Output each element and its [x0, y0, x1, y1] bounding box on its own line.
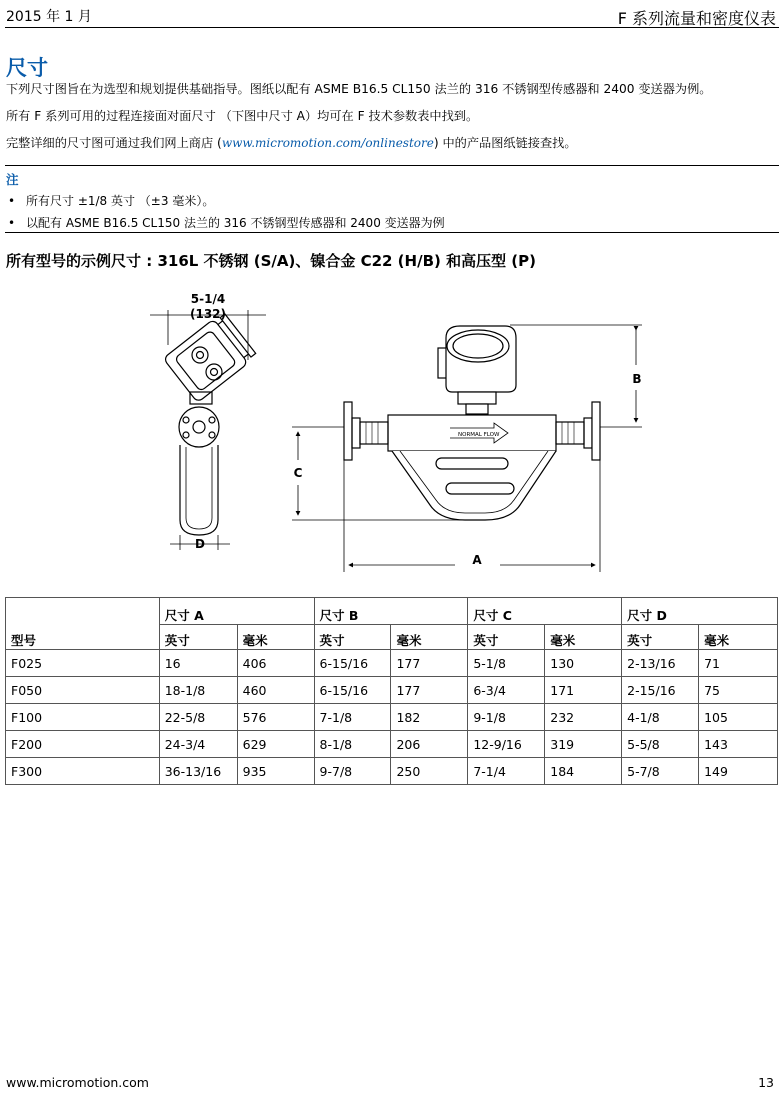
cell: 6-15/16: [314, 677, 391, 704]
cell: 2-13/16: [622, 650, 699, 677]
unit-header: 英寸: [622, 625, 699, 650]
note-item-text: 以配有 ASME B16.5 CL150 法兰的 316 不锈钢型传感器和 2400 变送器为例: [26, 216, 445, 230]
cell-model: F050: [6, 677, 160, 704]
label-c: C: [293, 466, 303, 480]
group-header-d: 尺寸 D: [622, 598, 778, 625]
intro-line-3: [6, 134, 577, 151]
cell: 6-3/4: [468, 677, 545, 704]
dim-top-mm: (132): [189, 307, 227, 321]
cell: 22-5/8: [159, 704, 237, 731]
cell: 629: [237, 731, 314, 758]
cell: 71: [699, 650, 778, 677]
unit-header: 英寸: [314, 625, 391, 650]
cell: 16: [159, 650, 237, 677]
cell: 149: [699, 758, 778, 785]
table-row: [6, 758, 778, 785]
cell: 460: [237, 677, 314, 704]
group-header-c: 尺寸 C: [468, 598, 622, 625]
footer-website[interactable]: www.micromotion.com: [6, 1075, 149, 1090]
cell-model: F100: [6, 704, 160, 731]
intro-line-2: 所有 F 系列可用的过程连接面对面尺寸 （下图中尺寸 A）均可在 F 技术参数表中找到。: [6, 109, 479, 123]
cell: 184: [545, 758, 622, 785]
table-row: [6, 650, 778, 677]
cell: 8-1/8: [314, 731, 391, 758]
unit-header: 毫米: [699, 625, 778, 650]
label-a: A: [472, 553, 482, 567]
cell: 130: [545, 650, 622, 677]
dim-top-inches: 5-1/4: [190, 292, 226, 306]
unit-header: 毫米: [391, 625, 468, 650]
cell: 206: [391, 731, 468, 758]
cell: 406: [237, 650, 314, 677]
header-rule: [5, 27, 779, 28]
figure-title: 所有型号的示例尺寸 : 316L 不锈钢 (S/A)、镍合金 C22 (H/B) 和高压型 (P): [6, 252, 537, 270]
model-header: 型号: [6, 598, 160, 650]
onlinestore-link[interactable]: www.micromotion.com/onlinestore: [221, 136, 434, 150]
page-number: 13: [758, 1075, 774, 1090]
cell: 182: [391, 704, 468, 731]
cell: 5-1/8: [468, 650, 545, 677]
table-row: [6, 731, 778, 758]
cell-model: F025: [6, 650, 160, 677]
cell: 2-15/16: [622, 677, 699, 704]
side-view: [150, 310, 266, 550]
note-bottom-rule: [5, 232, 779, 233]
intro-line-3-suffix: ) 中的产品图纸链接查找。: [433, 136, 577, 150]
header-date: 2015 年 1 月: [6, 9, 92, 25]
cell-model: F200: [6, 731, 160, 758]
dimensions-table: [5, 597, 778, 785]
group-header-a: 尺寸 A: [159, 598, 314, 625]
note-top-rule: [5, 165, 779, 166]
table-row: [6, 677, 778, 704]
cell: 319: [545, 731, 622, 758]
cell: 250: [391, 758, 468, 785]
note-item: • 所有尺寸 ±1/8 英寸 （±3 毫米）。: [8, 194, 215, 208]
cell: 5-7/8: [622, 758, 699, 785]
cell: 5-5/8: [622, 731, 699, 758]
label-b: B: [632, 372, 642, 386]
unit-header: 英寸: [159, 625, 237, 650]
cell: 6-15/16: [314, 650, 391, 677]
cell: 9-1/8: [468, 704, 545, 731]
section-title: 尺寸: [6, 56, 48, 80]
cell: 12-9/16: [468, 731, 545, 758]
cell: 171: [545, 677, 622, 704]
cell: 105: [699, 704, 778, 731]
unit-header: 英寸: [468, 625, 545, 650]
cell: 177: [391, 650, 468, 677]
cell: 576: [237, 704, 314, 731]
cell: 4-1/8: [622, 704, 699, 731]
cell: 935: [237, 758, 314, 785]
cell: 143: [699, 731, 778, 758]
note-item-text: 所有尺寸 ±1/8 英寸 （±3 毫米）。: [26, 194, 215, 208]
note-item: • 以配有 ASME B16.5 CL150 法兰的 316 不锈钢型传感器和 2400 变送器为例: [8, 216, 445, 230]
cell: 7-1/8: [314, 704, 391, 731]
dimension-drawing: [0, 280, 784, 580]
label-d: D: [195, 537, 205, 551]
unit-header: 毫米: [545, 625, 622, 650]
cell-model: F300: [6, 758, 160, 785]
header-doc-title: F 系列流量和密度仪表: [617, 9, 776, 28]
cell: 75: [699, 677, 778, 704]
intro-line-1: 下列尺寸图旨在为选型和规划提供基础指导。图纸以配有 ASME B16.5 CL150 法兰的 316 不锈钢型传感器和 2400 变送器为例。: [6, 82, 712, 96]
flow-label: NORMAL FLOW: [458, 432, 500, 438]
unit-header: 毫米: [237, 625, 314, 650]
table-row: [6, 704, 778, 731]
cell: 36-13/16: [159, 758, 237, 785]
note-heading: 注: [6, 172, 19, 187]
cell: 18-1/8: [159, 677, 237, 704]
intro-line-3-prefix: 完整详细的尺寸图可通过我们网上商店 (: [6, 136, 222, 150]
group-header-b: 尺寸 B: [314, 598, 468, 625]
cell: 24-3/4: [159, 731, 237, 758]
cell: 177: [391, 677, 468, 704]
front-view: [292, 325, 642, 572]
cell: 7-1/4: [468, 758, 545, 785]
cell: 232: [545, 704, 622, 731]
cell: 9-7/8: [314, 758, 391, 785]
table-header-row-groups: [6, 598, 778, 625]
